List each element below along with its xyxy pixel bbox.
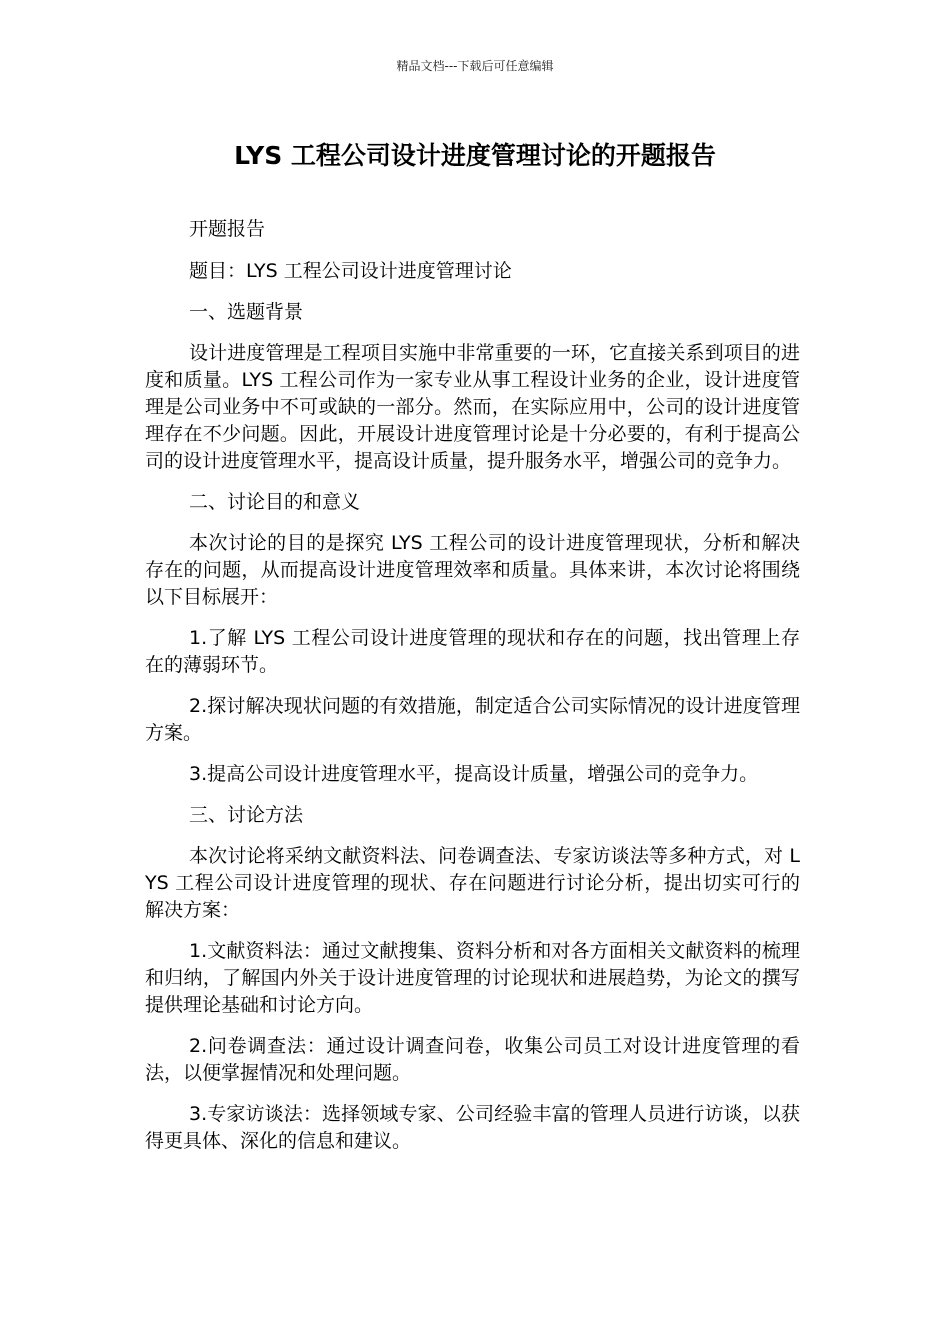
list-item-goal-3: 3.提高公司设计进度管理水平，提高设计质量，增强公司的竞争力。 — [189, 763, 759, 785]
document-body — [145, 216, 800, 1169]
list-item-goal-2: 2.探讨解决现状问题的有效措施，制定适合公司实际情况的设计进度管理方案。 — [145, 695, 800, 744]
section-heading-methods: 三、讨论方法 — [189, 804, 304, 826]
document-title: LYS 工程公司设计进度管理讨论的开题报告 — [234, 141, 716, 170]
list-item-method-3: 3.专家访谈法：选择领域专家、公司经验丰富的管理人员进行访谈，以获得更具体、深化的信息和建议。 — [145, 1103, 800, 1152]
paragraph-background: 设计进度管理是工程项目实施中非常重要的一环，它直接关系到项目的进度和质量。LYS 工程公司作为一家专业从事工程设计业务的企业，设计进度管理是公司业务中不可或缺的一部分。然而，在实际应用中，公司的设计进度管理存在不少问题。因此，开展设计进度管理讨论是十分必要的，有利于提高公司的设计进度管理水平，提高设计质量，提升服务水平，增强公司的竞争力。 — [145, 342, 800, 472]
page-header: 精品文档---下载后可任意编辑 — [396, 59, 554, 73]
list-item-method-2: 2.问卷调查法：通过设计调查问卷，收集公司员工对设计进度管理的看法，以便掌握情况和处理问题。 — [145, 1035, 800, 1084]
list-item-goal-1: 1.了解 LYS 工程公司设计进度管理的现状和存在的问题，找出管理上存在的薄弱环节。 — [145, 627, 800, 676]
paragraph-purpose: 本次讨论的目的是探究 LYS 工程公司的设计进度管理现状，分析和解决存在的问题，从而提高设计进度管理效率和质量。具体来讲，本次讨论将围绕以下目标展开： — [145, 532, 800, 608]
paragraph-report-label: 开题报告 — [189, 218, 266, 240]
paragraph-topic: 题目：LYS 工程公司设计进度管理讨论 — [189, 260, 512, 282]
section-heading-purpose: 二、讨论目的和意义 — [189, 491, 361, 513]
list-item-method-1: 1.文献资料法：通过文献搜集、资料分析和对各方面相关文献资料的梳理和归纳，了解国内外关于设计进度管理的讨论现状和进展趋势，为论文的撰写提供理论基础和讨论方向。 — [145, 940, 800, 1016]
paragraph-methods: 本次讨论将采纳文献资料法、问卷调查法、专家访谈法等多种方式，对 LYS 工程公司设计进度管理的现状、存在问题进行讨论分析，提出切实可行的解决方案： — [145, 845, 800, 921]
section-heading-background: 一、选题背景 — [189, 301, 304, 323]
